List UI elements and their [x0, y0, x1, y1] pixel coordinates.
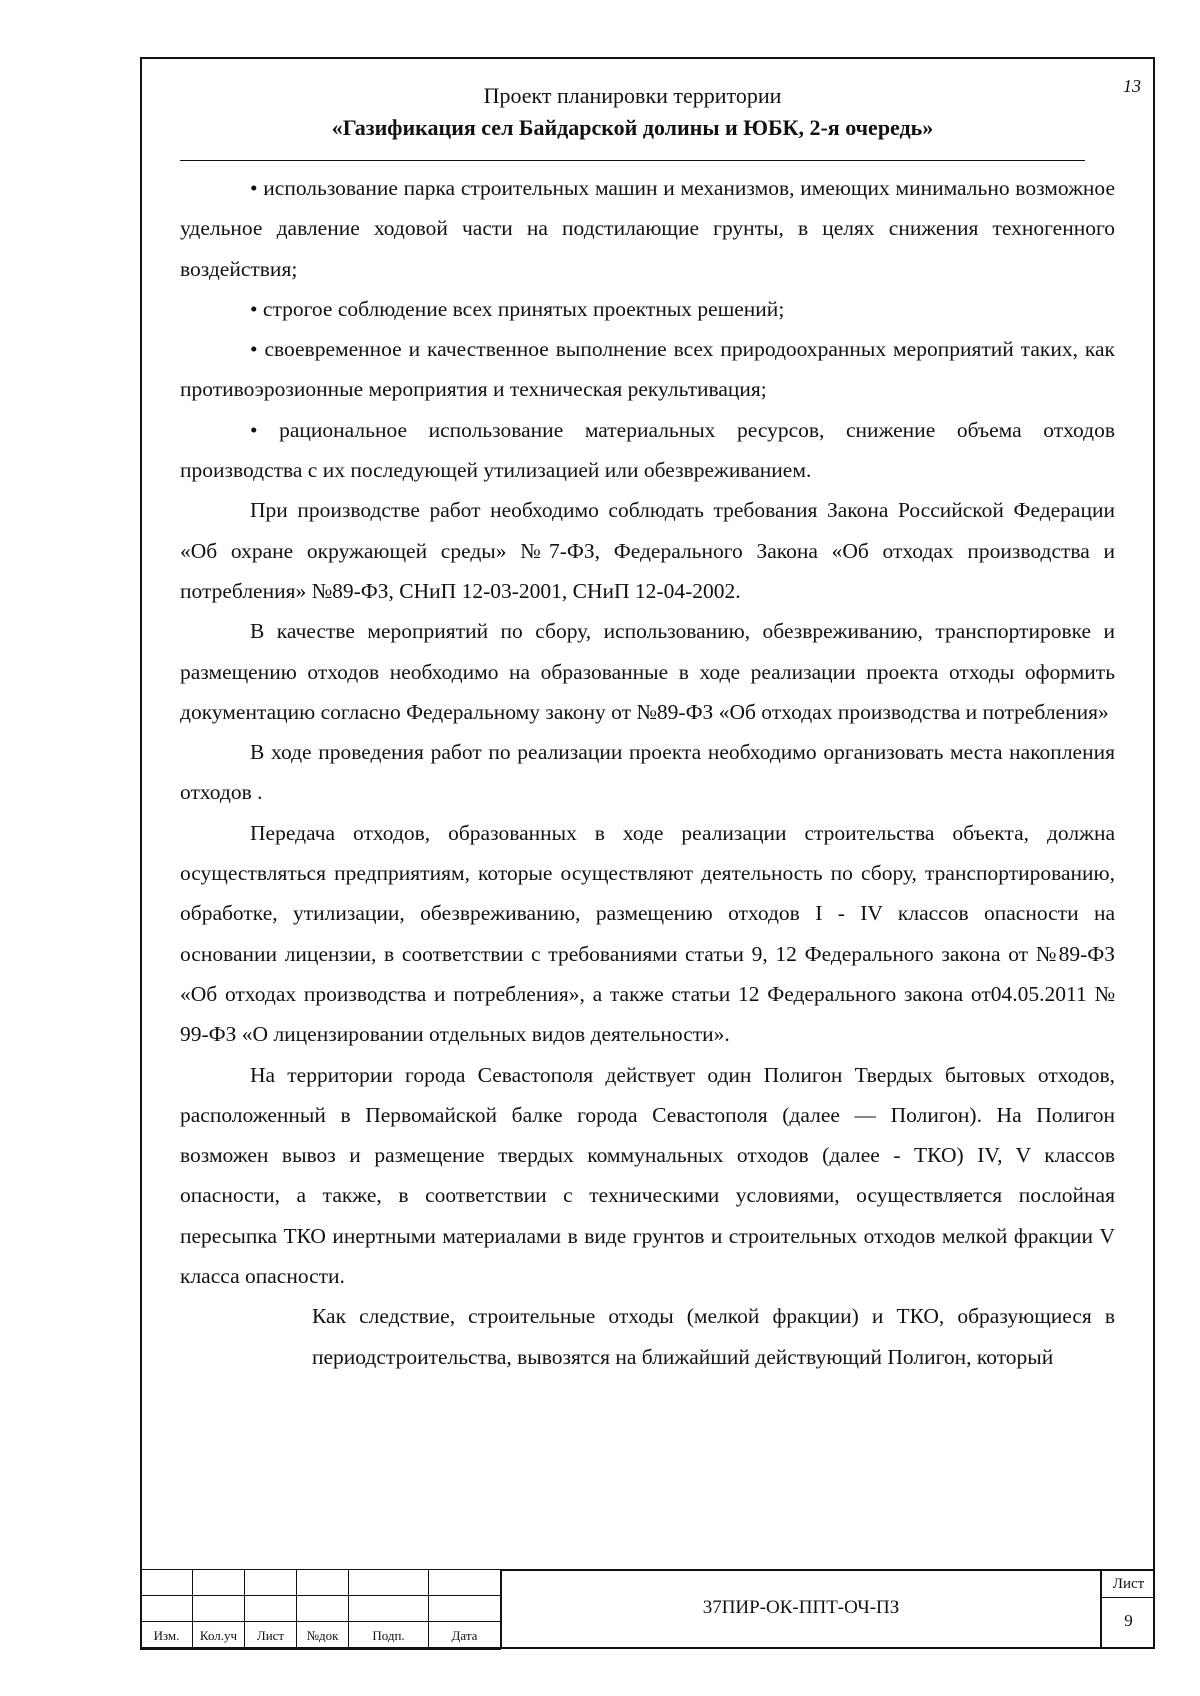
revision-table-header — [141, 1622, 501, 1650]
document-code: 37ПИР-ОК-ППТ-ОЧ-ПЗ — [702, 1597, 900, 1618]
col-ndok: №док — [297, 1622, 349, 1650]
bullet-paragraph: • своевременное и качественное выполнение всех природоохранных мероприятий таких, как противоэрозионные мероприятия и техническая рекультивация; — [180, 337, 1115, 402]
body-paragraph: Передача отходов, образованных в ходе реализации строительства объекта, должна осуществляться предприятиям, которые осуществляют деятельность по сбору, транспортированию, обработке, утилизации, обезвреживанию, размещению отходов I - IV классов опасности на основании лицензии, в соответствии с требованиями статьи 9, 12 Федерального закона от №89-ФЗ «Об отходах производства и потребления», а также статьи 12 Федерального закона от04.05.2011 № 99-ФЗ «О лицензировании отдельных видов деятельности». — [180, 820, 1115, 1047]
header-divider — [180, 160, 1085, 161]
bullet-paragraph: • строгое соблюдение всех принятых проектных решений; — [250, 296, 785, 321]
revision-table — [140, 1569, 501, 1650]
bullet-paragraph: • рациональное использование материальных ресурсов, снижение объема отходов производства с их последующей утилизацией или обезвреживанием. — [180, 417, 1115, 483]
document-body — [180, 168, 1115, 1377]
document-header — [180, 80, 1085, 144]
page-number-top: 13 — [1123, 76, 1141, 96]
header-project-name: «Газификация сел Байдарской долины и ЮБК, 2-я очередь» — [331, 115, 934, 140]
col-data: Дата — [429, 1622, 501, 1650]
sheet-cell — [1100, 1569, 1155, 1649]
col-izm: Изм. — [141, 1622, 193, 1650]
col-list: Лист — [245, 1622, 297, 1650]
body-paragraph: В ходе проведения работ по реализации проекта необходимо организовать места накопления отходов . — [180, 740, 1115, 805]
body-paragraph: Как следствие, строительные отходы (мелкой фракции) и ТКО, образующиеся в периодстроительства, вывозятся на ближайший действующий Полигон, который — [312, 1304, 1115, 1369]
col-kol-uch: Кол.уч — [193, 1622, 245, 1650]
body-paragraph: На территории города Севастополя действует один Полигон Твердых бытовых отходов, расположенный в Первомайской балке города Севастополя (далее — Полигон). На Полигон возможен вывоз и размещение твердых коммунальных отходов (далее - ТКО) IV, V классов опасности, а также, в соответствии с техническими условиями, осуществляется послойная пересыпка ТКО инертными материалами в виде грунтов и строительных отходов мелкой фракции V класса опасности. — [180, 1062, 1115, 1289]
header-title: Проект планировки территории — [483, 83, 782, 108]
bullet-paragraph: • использование парка строительных машин и механизмов, имеющих минимально возможное удельное давление ходовой части на подстилающие грунты, в целях снижения техногенного воздействия; — [180, 176, 1115, 281]
document-code-cell — [500, 1569, 1100, 1649]
sheet-label: Лист — [1102, 1571, 1155, 1598]
body-paragraph: В качестве мероприятий по сбору, использованию, обезвреживанию, транспортировке и размещению отходов необходимо на образованные в ходе реализации проекта отходы оформить документацию согласно Федеральному закону от №89-ФЗ «Об отходах производства и потребления» — [180, 619, 1115, 724]
col-podp: Подп. — [349, 1622, 429, 1650]
body-paragraph: При производстве работ необходимо соблюдать требования Закона Российской Федерации «Об охране окружающей среды» №7-ФЗ, Федерального Закона «Об отходах производства и потребления» №89-ФЗ, СНиП 12-03-2001, СНиП 12-04-2002. — [180, 498, 1115, 603]
sheet-number: 9 — [1124, 1611, 1133, 1630]
